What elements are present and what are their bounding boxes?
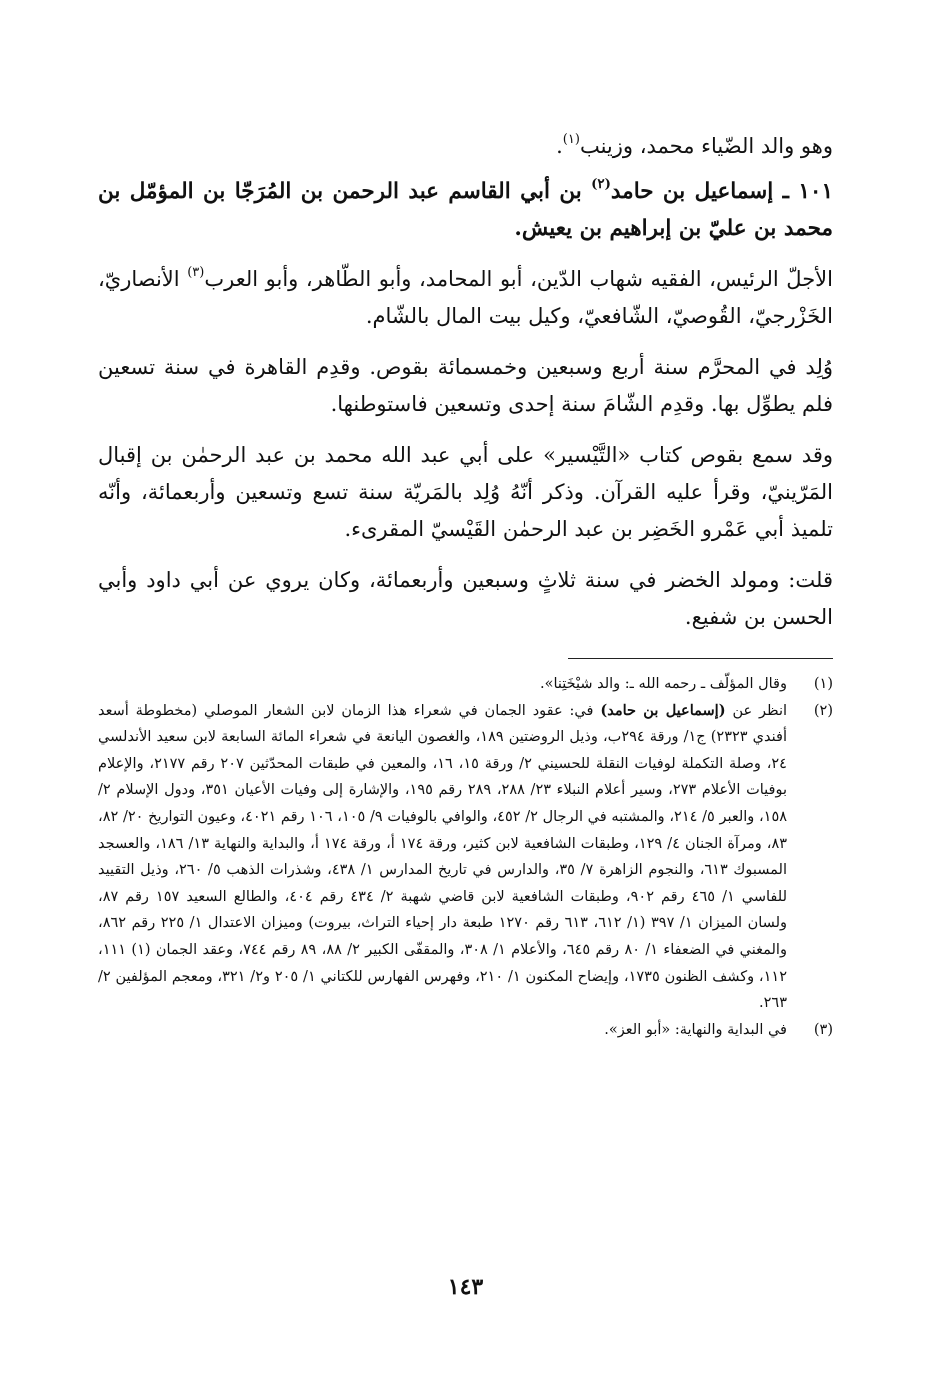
footnote-number: (٣) bbox=[813, 1021, 833, 1038]
footnote-number: (٢) bbox=[813, 702, 833, 719]
paragraph-titles-part-a: الأجلّ الرئيس، الفقيه شهاب الدّين، أبو المحامد، وأبو الطّاهر، وأبو العرب bbox=[204, 267, 833, 291]
footnote-ref-1: (١) bbox=[562, 132, 580, 147]
entry-heading bbox=[98, 173, 833, 247]
opening-line-text: وهو والد الضّياء محمد، وزينب bbox=[579, 134, 833, 158]
footnote-bold-name: (إسماعيل بن حامد) bbox=[600, 701, 726, 719]
footnote-separator bbox=[568, 658, 833, 659]
footnote-body: في: عقود الجمان في شعراء هذا الزمان لابن الشعار الموصلي (مخطوطة أسعد أفندي ٢٣٢٣) ج١/ ورقة ٢٩٤ب، وذيل الروضتين ١٨٩، والغصون اليانعة في شعراء المائة السابعة لابن سعيد الأندلسي ٢٤، وصلة التكملة لوفيات النقلة للحسيني ٢/ ورقة ١٥، ١٦، والمعين في طبقات المحدّثين ٢٠٧ رقم ٢١٧٧، والإعلام بوفيات الأعلام ٢٧٣، وسير أعلام النبلاء ٢٣/ ٢٨٨، ٢٨٩ رقم ١٩٥، والإشارة إلى وفيات الأعيان ٣٥١، ودول الإسلام ٢/ ١٥٨، والعبر ٥/ ٢١٤، والمشتبه في الرجال ٢/ ٤٥٢، والوافي بالوفيات ٩/ ١٠٥، ١٠٦ رقم ٤٠٢١، وعيون التواريخ ٢٠/ ٨٢، ٨٣، ومرآة الجنان ٤/ ١٢٩، وطبقات الشافعية لابن كثير، ورقة ١٧٤ أ، ورقة ١٧٤ أ، والبداية والنهاية ١٣/ ١٨٦، والعسجد المسبوك ٦١٣، والنجوم الزاهرة ٧/ ٣٥، والدارس في تاريخ المدارس ١/ ٤٣٨، وشذرات الذهب ٥/ ٢٦٠، وذيل التقييد للفاسي ١/ ٤٦٥ رقم ٩٠٢، وطبقات الشافعية لابن قاضي شهبة ٢/ ٤٣٤ رقم ٤٠٤، والطالع السعيد ١٥٧ رقم ٨٧، ولسان الميزان ١/ ٣٩٧ (١/ ٦١٢، ٦١٣ رقم ١٢٧٠ طبعة دار إحياء التراث، بيروت) وميزان الاعتدال ١/ ٢٢٥ رقم ٨٦٢، والمغني في الضعفاء ١/ ٨٠ رقم ٦٤٥، والأعلام ١/ ٣٠٨، والمقفّى الكبير ٢/ ٨٨، ٨٩ رقم ٧٤٤، وعقد الجمان (١) ١١١، ١١٢، وكشف الظنون ١٧٣٥، وإيضاح المكنون ١/ ٢١٠، وفهرس الفهارس للكتاني ١/ ٢٠٥ و٢/ ٣٢١، ومعجم المؤلفين ٢/ ٢٦٣. bbox=[98, 702, 788, 1012]
footnote-2 bbox=[98, 698, 833, 1017]
footnote-1 bbox=[98, 671, 833, 698]
entry-heading-part-b: بن أبي القاسم عبد الرحمن بن المُرَجّا بن المؤمّل بن محمد بن عليّ بن إبراهيم بن يعيش. bbox=[98, 179, 833, 241]
opening-line bbox=[98, 128, 833, 165]
paragraph-note: قلت: ومولد الخضر في سنة ثلاثٍ وسبعين وأربعمائة، وكان يروي عن أبي داود وأبي الحسن بن شفيع. bbox=[98, 568, 833, 629]
footnotes bbox=[98, 671, 833, 1043]
footnote-lead: انظر عن bbox=[725, 702, 788, 719]
paragraph-titles bbox=[98, 261, 833, 335]
main-text bbox=[98, 128, 833, 636]
footnote-number: (١) bbox=[813, 676, 833, 692]
footnote-3 bbox=[98, 1017, 833, 1044]
footnote-ref-3: (٣) bbox=[187, 265, 205, 280]
paragraph-titles-part-b: الأنصاريّ، الخَزْرجيّ، القُوصيّ، الشّافعيّ، وكيل بيت المال بالشّام. bbox=[98, 267, 833, 328]
opening-line-end: . bbox=[556, 134, 563, 158]
paragraph-birth: وُلِد في المحرَّم سنة أربع وسبعين وخمسمائة بقوص. وقدِم القاهرة في سنة تسعين فلم يطوِّل بها. وقدِم الشّامَ سنة إحدى وتسعين فاستوطنها. bbox=[98, 355, 833, 416]
footnote-text: وقال المؤلّف ـ رحمه الله ـ: والد شيْخَتِنا». bbox=[539, 676, 787, 692]
page-number: ١٤٣ bbox=[447, 1274, 484, 1300]
entry-heading-part-a: ١٠١ ـ إسماعيل بن حامد bbox=[610, 179, 833, 204]
footnote-text bbox=[98, 698, 787, 1017]
footnote-ref-2: (٢) bbox=[591, 175, 611, 192]
footnote-text: في البداية والنهاية: «أبو العز». bbox=[604, 1021, 787, 1038]
footnote-separator-wrap bbox=[98, 636, 833, 671]
paragraph-study: وقد سمع بقوص كتاب «التَّيْسير» على أبي عبد الله محمد بن عبد الرحمٰن بن إقبال المَرّينيّ، وقرأ عليه القرآن. وذكر أنّهُ وُلِد بالمَريّة سنة تسع وتسعين وأربعمائة، وأنّه تلميذ أبي عَمْرو الخَضِر بن عبد الرحمٰن القَيْسيّ المقرىء. bbox=[98, 443, 833, 541]
